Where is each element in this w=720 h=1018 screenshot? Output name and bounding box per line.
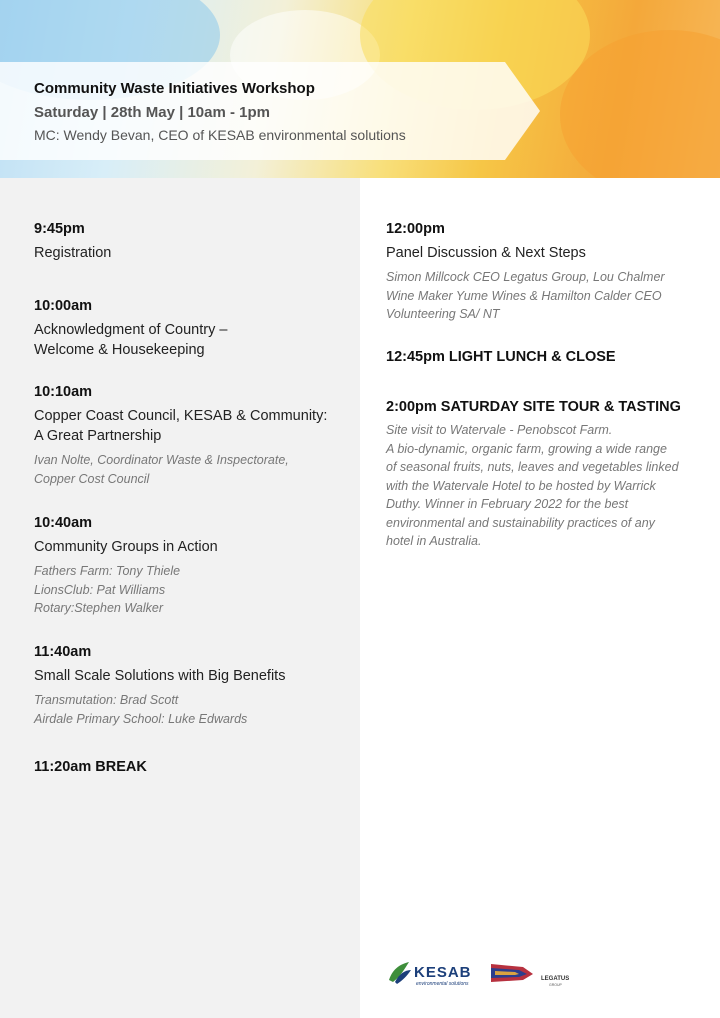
schedule-item <box>34 383 349 514</box>
item-description <box>386 268 706 324</box>
item-desc-line: hotel in Australia. <box>386 534 482 548</box>
item-title-line: Panel Discussion & Next Steps <box>386 245 586 261</box>
schedule-right-column <box>386 220 706 551</box>
item-time: 9:45pm <box>34 221 85 237</box>
item-description <box>386 421 706 551</box>
item-description <box>34 562 349 618</box>
item-desc-line: Transmutation: Brad Scott <box>34 693 179 707</box>
item-desc-line: of seasonal fruits, nuts, leaves and vegetables linked <box>386 460 679 474</box>
item-desc-line: Duthy. Winner in February 2022 for the best <box>386 497 629 511</box>
item-title: Registration <box>34 245 112 261</box>
item-title-line: Acknowledgment of Country – <box>34 322 228 338</box>
schedule-item <box>386 348 706 398</box>
item-time: 11:40am <box>34 644 92 660</box>
item-time: 2:00pm SATURDAY SITE TOUR & TASTING <box>386 399 681 415</box>
workshop-title: Community Waste Initiatives Workshop <box>34 80 315 97</box>
legatus-logo <box>491 964 569 987</box>
item-time: 12:45pm LIGHT LUNCH & CLOSE <box>386 349 616 365</box>
item-title-line: Welcome & Housekeeping <box>34 342 205 358</box>
item-description <box>34 691 349 728</box>
item-time: 12:00pm <box>386 221 445 237</box>
item-title-line: Community Groups in Action <box>34 539 218 555</box>
legatus-tagline: GROUP <box>549 983 562 987</box>
item-desc-line: A bio-dynamic, organic farm, growing a wide range <box>386 441 667 456</box>
item-title <box>386 243 706 263</box>
item-desc-line: with the Watervale Hotel to be hosted by Warrick <box>386 478 656 493</box>
item-desc-line: Copper Cost Council <box>34 471 150 486</box>
item-desc-line: LionsClub: Pat Williams <box>34 582 166 597</box>
item-title <box>34 320 349 360</box>
kesab-tagline: environmental solutions <box>416 981 469 987</box>
schedule-item <box>386 398 706 551</box>
item-desc-line: Site visit to Watervale - Penobscot Farm. <box>386 423 613 437</box>
schedule-item <box>34 643 349 758</box>
schedule-item <box>34 220 349 297</box>
kesab-wordmark: KESAB <box>414 964 472 981</box>
item-time: 10:00am <box>34 298 93 314</box>
item-desc-line: Ivan Nolte, Coordinator Waste & Inspectorate, <box>34 453 289 467</box>
workshop-date: Saturday | 28th May | 10am - 1pm <box>34 104 270 121</box>
item-desc-line: Simon Millcock CEO Legatus Group, Lou Chalmer <box>386 270 665 284</box>
item-desc-line: environmental and sustainability practices of any <box>386 515 655 530</box>
item-description <box>34 451 349 488</box>
item-time: 10:40am <box>34 515 93 531</box>
item-title <box>34 666 349 686</box>
item-title-line: Copper Coast Council, KESAB & Community: <box>34 408 328 424</box>
schedule-item <box>34 758 349 777</box>
item-title-line: Small Scale Solutions with Big Benefits <box>34 668 286 684</box>
schedule-item <box>386 220 706 348</box>
schedule-left-column <box>34 220 349 777</box>
item-desc-line: Wine Maker Yume Wines & Hamilton Calder CEO <box>386 288 662 303</box>
item-desc-line: Fathers Farm: Tony Thiele <box>34 564 181 578</box>
item-desc-line: Airdale Primary School: Luke Edwards <box>34 711 248 726</box>
item-title <box>34 406 349 446</box>
item-desc-line: Rotary:Stephen Walker <box>34 601 163 615</box>
logos-svg <box>387 958 587 988</box>
item-desc-line: Volunteering SA/ NT <box>386 307 500 321</box>
legatus-wordmark: LEGATUS <box>541 976 570 982</box>
item-title-line: A Great Partnership <box>34 428 162 444</box>
sponsor-logos <box>387 958 587 988</box>
schedule-item <box>34 297 349 383</box>
item-time: 11:20am BREAK <box>34 759 147 775</box>
item-title <box>34 537 349 557</box>
workshop-mc: MC: Wendy Bevan, CEO of KESAB environmental solutions <box>34 127 406 143</box>
item-time: 10:10am <box>34 384 93 400</box>
schedule-item <box>34 514 349 643</box>
kesab-logo <box>389 962 472 987</box>
